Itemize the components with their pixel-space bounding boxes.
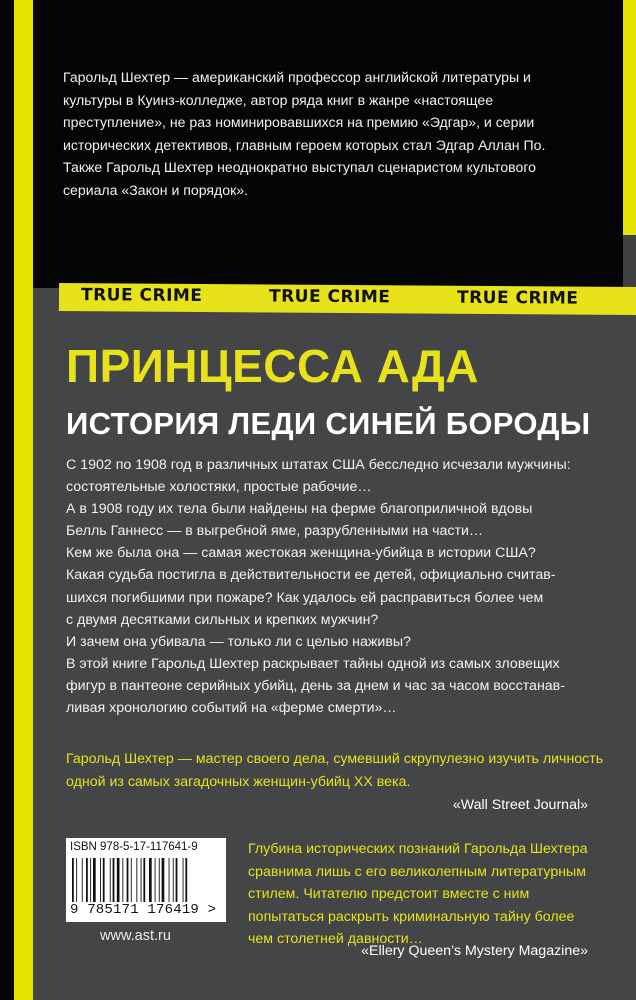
- barcode-bar: [110, 858, 111, 902]
- barcode-bar: [113, 858, 115, 902]
- author-bio: Гарольд Шехтер — американский профессор английской литературы и культуры в Куинз-колледже, автор ряда книг в жанре «настоящее преступление», не раз номинировавшихся на премию «Эдгар», и серии исторических детективов, главным героем которых стал Эдгар Аллан По. Также Гарольд Шехтер неоднократно выступал сценаристом культового сериала «Закон и порядок».: [63, 69, 546, 198]
- barcode-bar: [149, 858, 152, 902]
- review-quote-eqmm: Глубина исторических познаний Гарольда Шехтера сравнима лишь с его великолепным литературным стилем. Читателю предстоит вместе с ним попытаться раскрыть криминальную тайну более чем столетней давности…: [248, 841, 588, 947]
- barcode-bar: [176, 858, 178, 902]
- barcode-bar: [143, 858, 145, 902]
- description-line: С 1902 по 1908 год в различных штатах США бесследно исчезали мужчины:: [66, 457, 571, 473]
- description-line: Белль Ганнесс — в выгребной яме, разрубленными на части…: [66, 523, 484, 540]
- barcode-bar: [159, 858, 160, 902]
- barcode: [66, 838, 226, 922]
- barcode-bar: [90, 858, 91, 902]
- caution-tape: [59, 283, 636, 315]
- description-line: В этой книге Гарольд Шехтер раскрывает тайны одной из самых зловещих: [66, 655, 560, 672]
- tape-label: TRUE CRIME: [456, 287, 579, 309]
- description-line: А в 1908 году их тела были найдены на ферме благоприличной вдовы: [66, 501, 533, 518]
- barcode-bar: [173, 858, 174, 902]
- book-title: ПРИНЦЕССА АДА: [66, 340, 480, 392]
- barcode-bar: [141, 858, 142, 902]
- tape-label: TRUE CRIME: [80, 285, 203, 307]
- description-line: фигур в пантеоне серийных убийц, день за днем и час за часом восстанав-: [66, 677, 565, 694]
- isbn-label: ISBN 978-5-17-117641-9: [70, 841, 198, 853]
- review-source-wsj: «Wall Street Journal»: [452, 797, 588, 813]
- review-quote-wsj: Гарольд Шехтер — мастер своего дела, сумевший скрупулезно изучить личность одной из самых загадочных женщин-убийц XX века.: [66, 751, 604, 790]
- barcode-bar: [103, 858, 105, 902]
- description-line: состоятельные холостяки, простые рабочие…: [66, 479, 372, 496]
- review-source-eqmm: «Ellery Queen’s Mystery Magazine»: [361, 943, 588, 959]
- barcode-bar: [100, 858, 101, 902]
- description-line: Кем же была она — самая жестокая женщина-убийца в истории США?: [66, 545, 536, 562]
- barcode-bar: [93, 858, 96, 902]
- barcode-bar: [82, 858, 83, 902]
- barcode-bar: [122, 858, 123, 902]
- barcode-bar: [162, 858, 165, 902]
- barcode-bar: [72, 858, 74, 902]
- barcode-bar: [76, 858, 77, 902]
- tape-label: TRUE CRIME: [268, 286, 391, 308]
- barcode-bars: [72, 858, 222, 902]
- spine-edge: [0, 0, 14, 1000]
- barcode-bar: [86, 858, 88, 902]
- description-line: Какая судьба постигла в действительности ее детей, официально считав-: [66, 567, 556, 584]
- barcode-digits: 9 785171 176419 >: [70, 902, 217, 918]
- barcode-bar: [127, 858, 129, 902]
- barcode-bar: [136, 858, 137, 902]
- description-line: И зачем она убивала — только ли с целью наживы?: [66, 633, 411, 650]
- book-subtitle: ИСТОРИЯ ЛЕДИ СИНЕЙ БОРОДЫ: [66, 406, 591, 441]
- barcode-bar: [169, 858, 170, 902]
- publisher-website[interactable]: www.ast.ru: [100, 928, 171, 944]
- book-description: [66, 454, 606, 719]
- barcode-bar: [131, 858, 132, 902]
- description-line: с двумя десятками сильных и крепких мужчин?: [66, 611, 379, 628]
- description-line: ливая хронологию событий на «ферме смерти»…: [66, 700, 397, 717]
- barcode-bar: [117, 858, 120, 902]
- barcode-bar: [185, 858, 187, 902]
- barcode-bar: [155, 858, 156, 902]
- description-line: шихся погибшими при пожаре? Как удалось ей расправиться более чем: [66, 589, 544, 606]
- barcode-bar: [183, 858, 184, 902]
